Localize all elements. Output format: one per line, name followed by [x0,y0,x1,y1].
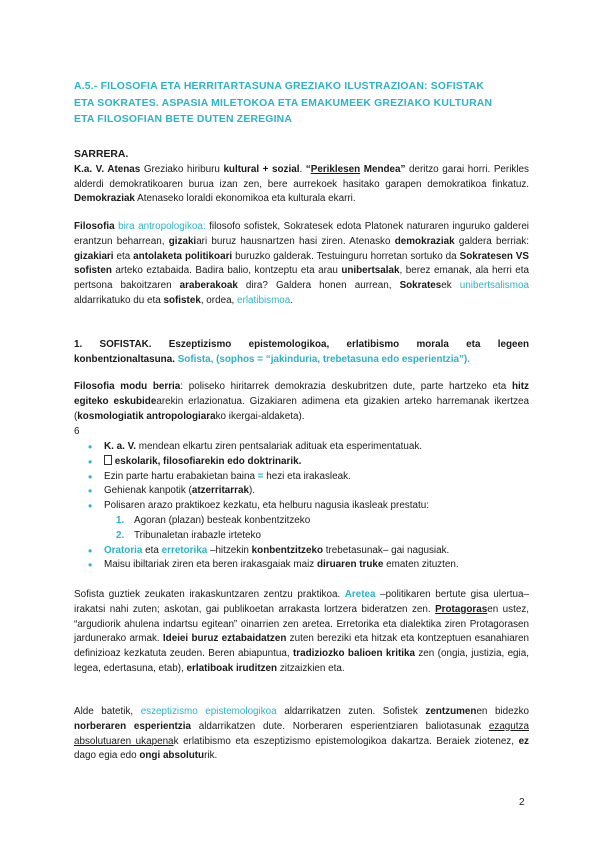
text-teal: bira antropologikoa: [114,221,206,232]
bullet-list [84,440,524,573]
text-run: dira? Galdera honen aurrean, [237,280,400,292]
text-bold: hitz egiteko eskubide [74,381,529,407]
text-bold: Filosofia modu berria [74,381,181,392]
text-run: aldarrikatzen zuten. Sofistek [276,706,426,717]
text-bold: araberakoak [179,280,238,292]
text-teal: erretorika [161,544,208,556]
text-run: k erlatibismo eta eszeptizismo epistemologikoa dakartza. Beraiek ziotenez, [173,735,519,747]
text-run: Greziako hiriburu [140,163,224,175]
text-run: eta [113,250,134,262]
text-run: ). [248,485,255,497]
text-run: –hitzekin [207,544,252,556]
text-run: en ustez, “argudiorik ahulena indartsu egitean” oinarrien zen aretea. Erretorika eta dialektika ziren Protagorasen jardunerako armak. [74,603,529,645]
text-run: mendean elkartu ziren pentsalariak adituak eta esperimentatuak. [136,441,423,452]
text-bold: gizakiari [74,250,114,262]
text-run: . [299,163,306,175]
text-run: filosofo sofistek, Sokratesek edota Platonek naturaren inguruko galderei erantzun beharrean, [74,221,529,247]
text-bold: Sokrates [399,280,442,292]
text-bold: ongi absolutu [139,750,205,762]
text-bold: eskolarik, filosofiarekin edo doktrinarik. [112,455,302,467]
text-run: deritzo garai horri. Perikles alderdi demokratikoaren burua izan zen, bere aurrekoek hasitako garapen demokratikoa finkatuz. [74,163,529,190]
text-run: arekin erlazionatua. Gizakiaren adimena eta gizakien arteko harremanak ikertzea ( [74,395,529,422]
text-run: arteko eztabaida. Badira balio, kontzeptu eta arau [111,265,342,277]
text-bold: zentzumen [425,706,477,717]
stray-number: 6 [74,426,80,437]
list-item [84,544,524,559]
sub-number: 1. [116,514,125,526]
text-run: . [290,294,294,306]
list-item [84,455,524,470]
arrow-icon: = [257,470,264,482]
text-bold: kultural + sozial [223,163,300,175]
text-bold: Ideiei buruz eztabaidatzen [162,633,287,645]
text-bold: antolaketa politikoari [133,250,233,262]
text-run: ko ikergai-aldaketa). [215,410,305,422]
paragraph-4 [74,588,529,677]
list-item [84,499,524,514]
text-bold: Mendea” [360,163,406,175]
text-run: Polisaren arazo praktikoez kezkatu, eta helburu nagusia ikasleak prestatu: [104,500,429,512]
sarrera-paragraph-1 [74,163,529,207]
sub-list-item [84,514,524,529]
text-underline: ezagutza absolutuaren ukapena [74,720,529,747]
page-number: 2 [519,797,525,808]
text-run: –politikaren bertute gisa ulertua– irakatsi nahi zuten; askotan, gai publikoetan arrakasta lortzera bideratzen zen. [74,589,529,615]
text-run: dago egia edo [74,750,140,762]
text-bold: norberaren esperientzia [74,720,191,732]
paragraph-5 [74,705,529,764]
text-run: Maisu ibiltariak ziren eta beren irakasgaiak maiz [104,559,317,571]
text-bold: truke [359,559,384,571]
text-run: aldarrikatzen dute. Norberaren esperientziaren baliotasunak [190,720,489,732]
text-run: , berez emanak, ala herri eta pertsona bakoitzaren [74,265,529,292]
text-run: Ezin parte hartu erabakietan baina [104,470,258,482]
text-run: galdera berriak: [454,235,529,247]
text-run: ematen zituzten. [383,559,459,571]
sub-number: 2. [116,529,125,541]
text-run: : poliseko hiritarrek demokrazia deskubritzen dute, parte hartzeko eta [180,381,512,392]
text-bold: kosmologiatik antropologiara [77,410,216,422]
title-line-2: ETA SOKRATES. ASPASIA MILETOKOA ETA EMAKUMEEK GREZIAKO KULTURAN [74,97,493,109]
text-run: ari buruz hausnartzen hasi ziren. Atenasko [196,235,395,247]
text-bold: tradiziozko balioen kritika [292,648,415,660]
text-run: zen (ongia, justizia, egia, legea, edertasuna, etab), [74,648,529,674]
text-bold: sofistek [163,294,201,306]
text-run: zuten bereziki eta hitzak eta kontzeptuen esanahiaren definizioaz kezkatuta zeuden. Beren abiapuntua, [74,633,529,660]
checkbox-glyph-icon [104,455,112,465]
text-bold: Sokratesen VS sofisten [74,250,529,277]
text-bold: Filosofia [74,221,115,232]
text-run: buruzko galderak. Testuinguru horretan sortuko da [232,250,460,262]
text-bold: gizaki [168,235,197,247]
list-item [84,470,524,485]
section-1-heading [74,338,529,368]
title-line-1: A.5.- FILOSOFIA ETA HERRITARTASUNA GREZIAKO ILUSTRAZIOAN: SOFISTAK [74,81,485,92]
text-run: en bidezko [476,706,529,717]
list-item [84,440,524,455]
sarrera-paragraph-2 [74,220,529,309]
text-bold: konbentzitzeko [251,544,323,556]
text-run: Tribunaletan irabazle irteteko [134,529,261,541]
sarrera-section [74,148,529,207]
text-run: Gehienak kanpotik ( [104,485,192,497]
text-bold: erlatiboak iruditzen [186,662,278,674]
text-run: hezi eta irakasleak. [263,470,351,482]
text-bold: “ [305,163,311,175]
text-run: eta [142,544,162,556]
text-teal: Sofista, (sophos = “jakinduria, trebetasuna edo esperientzia”). [177,353,470,365]
text-run: , ordea, [200,294,238,306]
text-bold: diruaren [316,559,357,571]
text-teal: unibertsalismoa [459,280,529,292]
title-line-3: ETA FILOSOFIAN BETE DUTEN ZEREGINA [74,114,293,125]
text-run: Alde batetik, [74,706,141,717]
text-run: Atenaseko loraldi ekonomikoa eta kulturala ekarri. [134,193,356,205]
text-bold: atzerritarrak [191,485,249,497]
text-teal: erlatibismoa [237,294,291,306]
text-bold: Demokraziak [74,193,135,205]
text-run: zitzaizkien eta. [277,662,345,674]
text-teal: Aretea [344,589,376,600]
text-bold: K.a. V. Atenas [74,163,141,175]
text-bold: demokraziak [394,235,455,247]
document-title [74,79,544,129]
text-run: ek [441,280,460,292]
text-run: rik. [204,750,218,762]
text-bold: 1. SOFISTAK. Eszeptizismo epistemologikoa, erlatibismo morala eta legeen konbentzionaltasuna. [74,339,529,365]
text-bold: unibertsalak [341,265,400,277]
text-bold: ez [518,735,529,747]
text-run: aldarrikatuko du eta [74,294,164,306]
text-bold: K. a. V. [104,441,137,452]
text-run: Agoran (plazan) besteak konbentzitzeko [134,514,311,526]
text-underline: Periklesen [310,163,361,175]
sub-list-item [84,529,524,544]
text-underline: Protagoras [435,603,488,615]
paragraph-3 [74,380,529,424]
sarrera-heading: SARRERA. [74,149,129,160]
list-item [84,484,524,499]
text-teal: eszeptizismo epistemologikoa [140,706,277,717]
text-run: Sofista guztiek zeukaten irakaskuntzaren zentzu praktikoa. [74,589,345,600]
text-teal: Oratoria [104,544,143,556]
list-item [84,558,524,573]
text-run: trebetasunak– gai nagusiak. [323,544,450,556]
